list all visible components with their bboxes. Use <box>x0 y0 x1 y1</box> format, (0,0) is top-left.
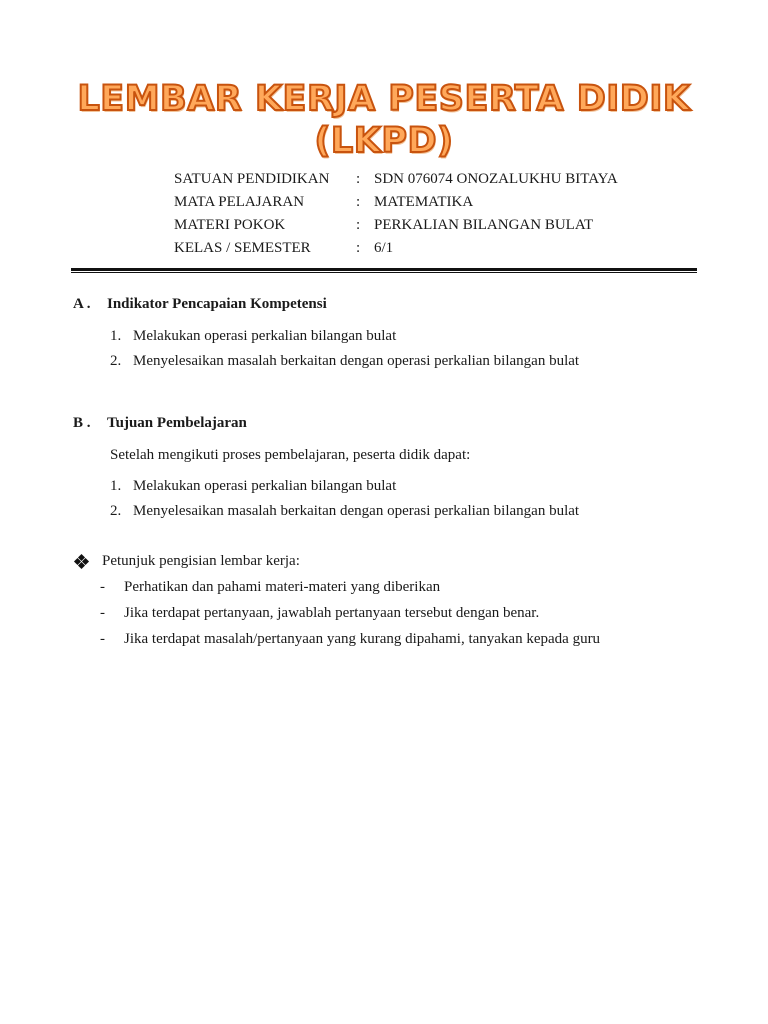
instructions-list <box>100 574 600 652</box>
list-item <box>100 574 600 600</box>
identity-colon: : <box>356 171 361 187</box>
objective-intro: Setelah mengikuti proses pembelajaran, peserta didik dapat: <box>110 447 471 463</box>
title-line-2: (LKPD) <box>314 121 454 161</box>
section-letter: A . <box>73 296 91 312</box>
identity-row <box>174 214 618 237</box>
list-text: Perhatikan dan pahami materi-materi yang diberikan <box>124 579 441 595</box>
identity-row <box>174 237 618 260</box>
title-line-1: LEMBAR KERJA PESERTA DIDIK <box>77 79 691 119</box>
dash-bullet: - <box>100 605 105 621</box>
list-text: Melakukan operasi perkalian bilangan bulat <box>133 328 397 344</box>
identity-label: MATA PELAJARAN <box>174 194 305 210</box>
identity-value: 6/1 <box>374 240 394 256</box>
list-item <box>100 626 600 652</box>
list-item <box>110 474 579 499</box>
list-number: 2. <box>110 353 122 369</box>
dash-bullet: - <box>100 579 105 595</box>
identity-value: SDN 076074 ONOZALUKHU BITAYA <box>374 171 618 187</box>
identity-label: SATUAN PENDIDIKAN <box>174 171 330 187</box>
identity-colon: : <box>356 217 361 233</box>
document-title <box>0 78 768 162</box>
list-item <box>110 499 579 524</box>
instructions-heading <box>75 553 300 570</box>
section-title: Tujuan Pembelajaran <box>107 415 247 431</box>
identity-value: MATEMATIKA <box>374 194 474 210</box>
list-text: Jika terdapat pertanyaan, jawablah pertanyaan tersebut dengan benar. <box>124 605 540 621</box>
diamond-bullet-icon <box>75 555 89 569</box>
section-a-heading <box>73 296 327 313</box>
section-b-heading <box>73 415 247 432</box>
identity-colon: : <box>356 194 361 210</box>
identity-row <box>174 168 618 191</box>
identity-colon: : <box>356 240 361 256</box>
list-text: Jika terdapat masalah/pertanyaan yang kurang dipahami, tanyakan kepada guru <box>124 631 601 647</box>
list-text: Menyelesaikan masalah berkaitan dengan operasi perkalian bilangan bulat <box>133 353 580 369</box>
identity-label: MATERI POKOK <box>174 217 286 233</box>
list-item <box>110 349 579 374</box>
objective-list <box>110 474 579 524</box>
instructions-title: Petunjuk pengisian lembar kerja: <box>102 553 300 569</box>
list-text: Menyelesaikan masalah berkaitan dengan operasi perkalian bilangan bulat <box>133 503 580 519</box>
list-item <box>100 600 600 626</box>
identity-table <box>174 168 618 260</box>
identity-value: PERKALIAN BILANGAN BULAT <box>374 217 594 233</box>
identity-row <box>174 191 618 214</box>
section-letter: B . <box>73 415 91 431</box>
header-divider <box>71 268 697 273</box>
list-number: 1. <box>110 478 122 494</box>
list-item <box>110 324 579 349</box>
list-number: 2. <box>110 503 122 519</box>
list-text: Melakukan operasi perkalian bilangan bulat <box>133 478 397 494</box>
dash-bullet: - <box>100 631 105 647</box>
list-number: 1. <box>110 328 122 344</box>
indicator-list <box>110 324 579 374</box>
identity-label: KELAS / SEMESTER <box>174 240 311 256</box>
section-title: Indikator Pencapaian Kompetensi <box>107 296 327 312</box>
